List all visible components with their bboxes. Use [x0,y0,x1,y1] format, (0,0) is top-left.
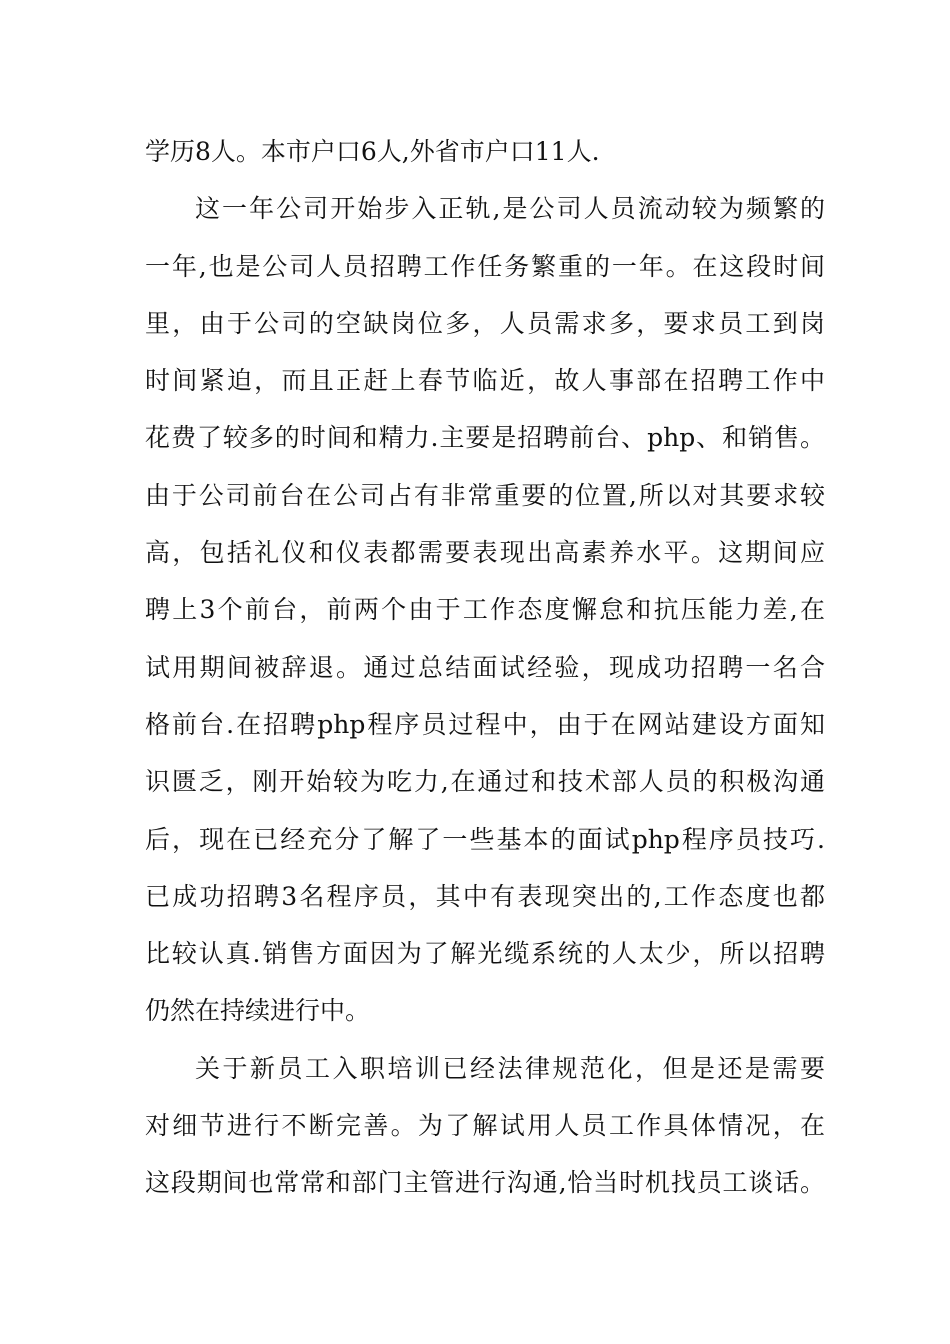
text-line: 试用期间被辞退。通过总结面试经验，现成功招聘一名合 [145,652,825,682]
text-line: 高，包括礼仪和仪表都需要表现出高素养水平。这期间应 [145,538,825,568]
document-body [145,123,825,1212]
text-line: 一年,也是公司人员招聘工作任务繁重的一年。在这段时间 [145,251,825,281]
text-line: 这段期间也常常和部门主管进行沟通,恰当时机找员工谈话。 [145,1168,825,1198]
text-line: 已成功招聘3名程序员，其中有表现突出的,工作态度也都 [145,881,825,911]
text-line: 后，现在已经充分了解了一些基本的面试php程序员技巧. [145,824,825,854]
text-line: 对细节进行不断完善。为了解试用人员工作具体情况，在 [145,1111,825,1141]
text-line: 聘上3个前台，前两个由于工作态度懈怠和抗压能力差,在 [145,595,825,625]
text-line: 关于新员工入职培训已经法律规范化，但是还是需要 [195,1053,825,1083]
text-line: 比较认真.销售方面因为了解光缆系统的人太少，所以招聘 [145,939,825,969]
text-line: 格前台.在招聘php程序员过程中，由于在网站建设方面知 [145,709,825,739]
text-line: 花费了较多的时间和精力.主要是招聘前台、php、和销售。 [145,423,825,453]
text-line: 学历8人。本市户口6人,外省市户口11人. [145,137,600,166]
text-line: 时间紧迫，而且正赶上春节临近，故人事部在招聘工作中 [145,366,825,396]
text-line: 由于公司前台在公司占有非常重要的位置,所以对其要求较 [145,480,825,510]
text-line: 这一年公司开始步入正轨,是公司人员流动较为频繁的 [195,194,825,224]
text-line: 识匮乏，刚开始较为吃力,在通过和技术部人员的积极沟通 [145,767,825,797]
text-line: 里，由于公司的空缺岗位多，人员需求多，要求员工到岗 [145,308,825,338]
text-line: 仍然在持续进行中。 [145,996,371,1026]
